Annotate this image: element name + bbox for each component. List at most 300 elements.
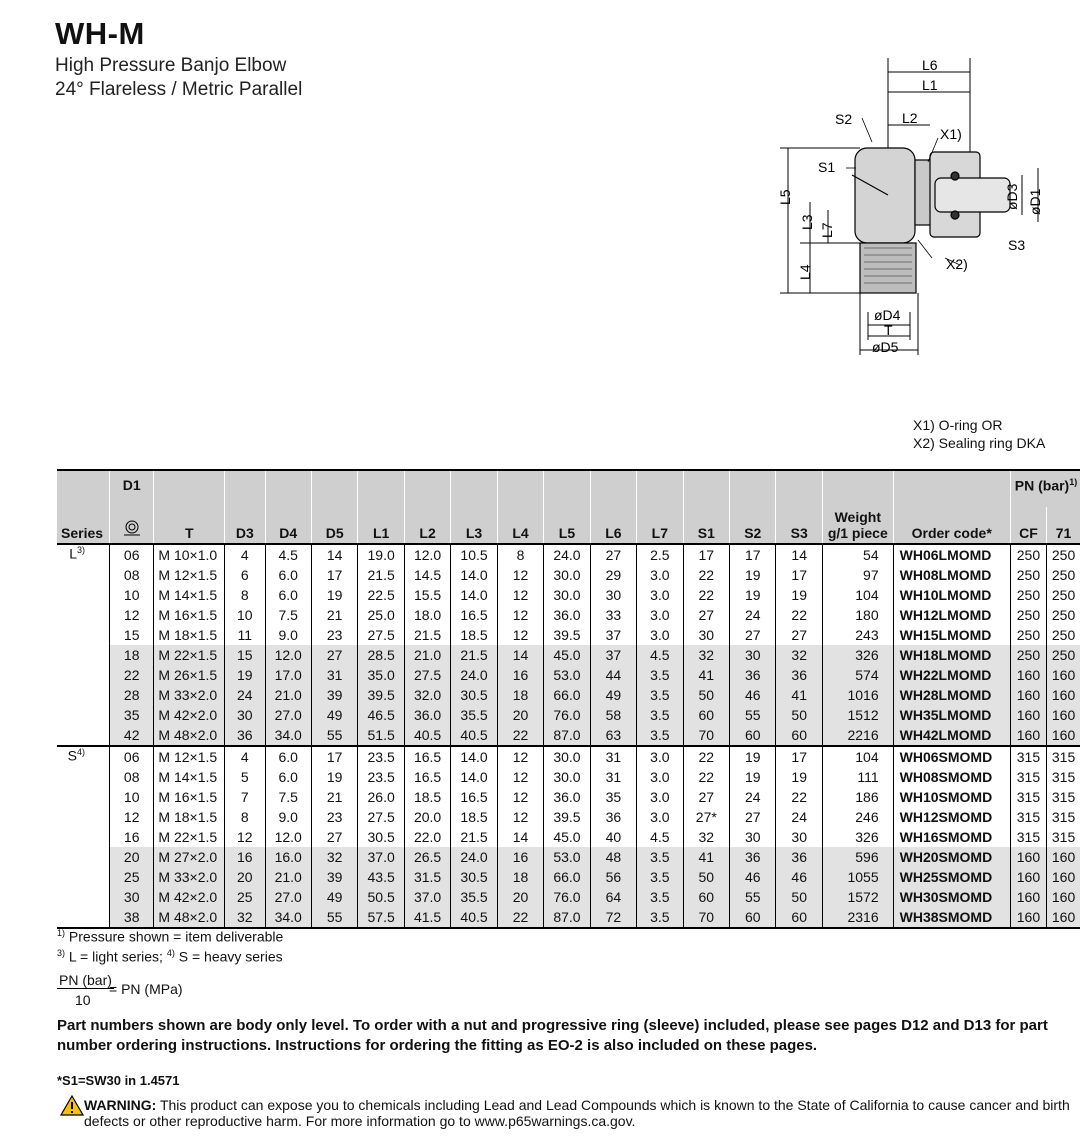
table-cell: WH28LMOMD xyxy=(893,685,1010,705)
table-cell: WH06SMOMD xyxy=(893,746,1010,767)
table-cell: M 42×2.0 xyxy=(154,705,225,725)
table-cell: 20 xyxy=(110,847,154,867)
table-cell: 27.0 xyxy=(265,705,311,725)
table-cell: 160 xyxy=(1010,705,1046,725)
table-cell: 21.5 xyxy=(404,625,450,645)
table-cell: 32 xyxy=(683,827,729,847)
note-X1-label: X1) xyxy=(940,126,962,142)
table-row xyxy=(57,827,1080,847)
table-cell: 574 xyxy=(822,665,893,685)
table-cell: 315 xyxy=(1010,807,1046,827)
table-cell: 14.0 xyxy=(451,565,497,585)
table-cell: 22 xyxy=(110,665,154,685)
table-cell: 27* xyxy=(683,807,729,827)
table-cell: 31 xyxy=(590,746,636,767)
table-cell: WH08SMOMD xyxy=(893,767,1010,787)
table-cell: 27.0 xyxy=(265,887,311,907)
table-cell: 4 xyxy=(225,544,265,565)
table-cell: WH10LMOMD xyxy=(893,585,1010,605)
table-cell: 27 xyxy=(730,807,776,827)
table-cell: 36 xyxy=(225,725,265,746)
table-cell: 160 xyxy=(1010,685,1046,705)
header-order-code: Order code* xyxy=(893,507,1010,544)
table-row xyxy=(57,685,1080,705)
table-cell: 3.5 xyxy=(637,725,683,746)
series-cell xyxy=(57,705,110,725)
table-cell: 76.0 xyxy=(544,705,590,725)
table-cell: 14 xyxy=(311,544,357,565)
table-cell: 30 xyxy=(776,827,822,847)
table-body xyxy=(57,544,1080,928)
header-blank xyxy=(57,470,110,507)
series-cell xyxy=(57,847,110,867)
table-cell: 17 xyxy=(776,746,822,767)
table-cell: 10 xyxy=(225,605,265,625)
table-cell: WH10SMOMD xyxy=(893,787,1010,807)
header-d3: D3 xyxy=(225,507,265,544)
table-cell: WH30SMOMD xyxy=(893,887,1010,907)
table-cell: M 26×1.5 xyxy=(154,665,225,685)
table-cell: 70 xyxy=(683,725,729,746)
table-cell: 49 xyxy=(590,685,636,705)
table-cell: M 42×2.0 xyxy=(154,887,225,907)
table-cell: 14.0 xyxy=(451,746,497,767)
table-row xyxy=(57,705,1080,725)
note-X2-label: X2) xyxy=(946,256,968,272)
table-cell: 64 xyxy=(590,887,636,907)
table-cell: 12 xyxy=(110,807,154,827)
table-cell: 22 xyxy=(683,767,729,787)
table-cell: 8 xyxy=(497,544,543,565)
table-cell: 18.5 xyxy=(451,625,497,645)
warning-icon xyxy=(60,1095,84,1116)
table-cell: 06 xyxy=(110,746,154,767)
table-cell: 250 xyxy=(1047,645,1080,665)
table-cell: 24.0 xyxy=(451,665,497,685)
table-cell: 2216 xyxy=(822,725,893,746)
table-cell: 30.5 xyxy=(451,867,497,887)
table-cell: 46.5 xyxy=(358,705,404,725)
table-cell: 19 xyxy=(311,767,357,787)
table-cell: 55 xyxy=(311,907,357,928)
header-d1-symbol xyxy=(110,507,154,544)
table-cell: 19 xyxy=(225,665,265,685)
table-cell: 19 xyxy=(730,585,776,605)
table-cell: 50 xyxy=(776,887,822,907)
table-cell: 24.0 xyxy=(544,544,590,565)
table-cell: 21.0 xyxy=(265,867,311,887)
table-cell: 36 xyxy=(776,665,822,685)
table-cell: 30.5 xyxy=(451,685,497,705)
table-cell: 3.5 xyxy=(637,867,683,887)
table-cell: 27 xyxy=(730,625,776,645)
table-cell: 35 xyxy=(590,787,636,807)
table-cell: 27 xyxy=(776,625,822,645)
table-cell: 315 xyxy=(1010,827,1046,847)
table-cell: 6.0 xyxy=(265,565,311,585)
table-cell: 34.0 xyxy=(265,907,311,928)
table-cell: 1572 xyxy=(822,887,893,907)
table-cell: 12 xyxy=(497,767,543,787)
dim-L3-label: L3 xyxy=(799,214,815,230)
table-cell: 315 xyxy=(1047,807,1080,827)
footnote-3-4: $^{3)}$ L = light series; $^{4)}$ S = heavy series xyxy=(57,948,283,965)
table-cell: 36 xyxy=(730,847,776,867)
table-cell: 160 xyxy=(1047,867,1080,887)
table-cell: 46 xyxy=(730,685,776,705)
table-cell: 18 xyxy=(110,645,154,665)
table-cell: 10 xyxy=(110,787,154,807)
table-cell: 33 xyxy=(590,605,636,625)
table-cell: 22.5 xyxy=(358,585,404,605)
table-cell: 14.0 xyxy=(451,767,497,787)
table-cell: 27 xyxy=(311,827,357,847)
table-cell: 250 xyxy=(1010,645,1046,665)
table-cell: 160 xyxy=(1047,907,1080,928)
header-l6: L6 xyxy=(590,507,636,544)
table-cell: 54 xyxy=(822,544,893,565)
table-row xyxy=(57,544,1080,565)
table-cell: 10 xyxy=(110,585,154,605)
series-cell xyxy=(57,565,110,585)
table-cell: 87.0 xyxy=(544,907,590,928)
table-cell: M 48×2.0 xyxy=(154,725,225,746)
table-cell: 25 xyxy=(110,867,154,887)
table-cell: 250 xyxy=(1047,544,1080,565)
table-cell: M 16×1.5 xyxy=(154,787,225,807)
table-cell: 16 xyxy=(497,665,543,685)
table-cell: 19 xyxy=(730,746,776,767)
table-cell: WH42LMOMD xyxy=(893,725,1010,746)
table-cell: 55 xyxy=(311,725,357,746)
header-l3: L3 xyxy=(451,507,497,544)
header-l2: L2 xyxy=(404,507,450,544)
table-cell: WH06LMOMD xyxy=(893,544,1010,565)
header-s3: S3 xyxy=(776,507,822,544)
table-cell: 08 xyxy=(110,767,154,787)
table-cell: 19 xyxy=(730,565,776,585)
table-cell: 160 xyxy=(1010,887,1046,907)
table-row xyxy=(57,887,1080,907)
table-cell: 31 xyxy=(311,665,357,685)
table-cell: 50 xyxy=(776,705,822,725)
table-cell: 16 xyxy=(110,827,154,847)
dim-S2-label: S2 xyxy=(835,111,853,127)
header-l4: L4 xyxy=(497,507,543,544)
table-row xyxy=(57,725,1080,746)
table-cell: 12.0 xyxy=(404,544,450,565)
table-cell: 10.5 xyxy=(451,544,497,565)
header-cf: CF xyxy=(1010,507,1046,544)
table-cell: 55 xyxy=(730,705,776,725)
series-cell xyxy=(57,725,110,746)
table-cell: 3.5 xyxy=(637,705,683,725)
table-cell: 21 xyxy=(311,605,357,625)
table-cell: M 18×1.5 xyxy=(154,807,225,827)
table-cell: 24.0 xyxy=(451,847,497,867)
table-cell: WH08LMOMD xyxy=(893,565,1010,585)
table-cell: 36.0 xyxy=(544,605,590,625)
table-cell: 37 xyxy=(590,645,636,665)
table-cell: 30.0 xyxy=(544,767,590,787)
series-cell xyxy=(57,605,110,625)
table-cell: 315 xyxy=(1047,746,1080,767)
table-cell: 3.5 xyxy=(637,907,683,928)
table-cell: 97 xyxy=(822,565,893,585)
table-row xyxy=(57,585,1080,605)
table-cell: 160 xyxy=(1047,685,1080,705)
table-cell: 22 xyxy=(776,605,822,625)
table-cell: 32 xyxy=(683,645,729,665)
table-cell: 3.0 xyxy=(637,787,683,807)
table-cell: 12.0 xyxy=(265,827,311,847)
table-cell: 70 xyxy=(683,907,729,928)
table-cell: 5 xyxy=(225,767,265,787)
pressure-conversion xyxy=(57,972,183,1008)
subtitle-line-2: 24° Flareless / Metric Parallel xyxy=(55,79,303,100)
table-cell: 41 xyxy=(683,847,729,867)
table-cell: 160 xyxy=(1047,705,1080,725)
table-cell: 315 xyxy=(1047,827,1080,847)
subtitle-line-1: High Pressure Banjo Elbow xyxy=(55,55,287,76)
header-series: Series xyxy=(57,507,110,544)
table-cell: M 22×1.5 xyxy=(154,827,225,847)
table-cell: WH12SMOMD xyxy=(893,807,1010,827)
table-cell: 27 xyxy=(590,544,636,565)
table-cell: 16.5 xyxy=(404,746,450,767)
table-cell: 27.5 xyxy=(404,665,450,685)
table-cell: 32.0 xyxy=(404,685,450,705)
table-cell: 12 xyxy=(497,625,543,645)
table-cell: M 22×1.5 xyxy=(154,645,225,665)
header-71: 71 xyxy=(1047,507,1080,544)
table-cell: 31.5 xyxy=(404,867,450,887)
table-cell: 315 xyxy=(1047,767,1080,787)
table-cell: 35.5 xyxy=(451,705,497,725)
table-cell: 19 xyxy=(776,767,822,787)
table-cell: 3.5 xyxy=(637,847,683,867)
table-cell: 32 xyxy=(225,907,265,928)
table-cell: 7.5 xyxy=(265,605,311,625)
table-cell: WH35LMOMD xyxy=(893,705,1010,725)
table-cell: M 33×2.0 xyxy=(154,685,225,705)
table-cell: WH20SMOMD xyxy=(893,847,1010,867)
table-cell: 12 xyxy=(225,827,265,847)
table-cell: 17 xyxy=(311,746,357,767)
header-d5: D5 xyxy=(311,507,357,544)
table-cell: 30 xyxy=(110,887,154,907)
table-cell: 14 xyxy=(776,544,822,565)
table-cell: 15 xyxy=(110,625,154,645)
table-cell: 27 xyxy=(683,605,729,625)
table-cell: 15.5 xyxy=(404,585,450,605)
table-cell: 20.0 xyxy=(404,807,450,827)
series-cell xyxy=(57,665,110,685)
table-cell: 53.0 xyxy=(544,665,590,685)
table-cell: 160 xyxy=(1047,847,1080,867)
table-cell: 3.5 xyxy=(637,665,683,685)
table-cell: 45.0 xyxy=(544,645,590,665)
series-cell xyxy=(57,767,110,787)
table-row xyxy=(57,746,1080,767)
table-cell: 30.0 xyxy=(544,746,590,767)
table-cell: 19 xyxy=(730,767,776,787)
table-cell: 250 xyxy=(1010,565,1046,585)
table-cell: 12.0 xyxy=(265,645,311,665)
table-cell: 50 xyxy=(683,685,729,705)
table-row xyxy=(57,807,1080,827)
table-cell: 21.5 xyxy=(358,565,404,585)
table-cell: 4.5 xyxy=(637,827,683,847)
table-cell: 72 xyxy=(590,907,636,928)
table-row xyxy=(57,847,1080,867)
table-cell: 18 xyxy=(497,867,543,887)
table-cell: 46 xyxy=(730,867,776,887)
table-cell: 6 xyxy=(225,565,265,585)
dim-D3-label: øD3 xyxy=(1004,183,1020,210)
table-cell: 9.0 xyxy=(265,625,311,645)
table-cell: 6.0 xyxy=(265,767,311,787)
table-cell: 14.0 xyxy=(451,585,497,605)
table-cell: 17.0 xyxy=(265,665,311,685)
table-cell: 14 xyxy=(497,827,543,847)
series-cell: $S^{4)}$ xyxy=(57,746,110,767)
table-cell: 35.5 xyxy=(451,887,497,907)
table-cell: 30 xyxy=(730,827,776,847)
table-cell: 28 xyxy=(110,685,154,705)
table-row xyxy=(57,867,1080,887)
table-cell: 243 xyxy=(822,625,893,645)
table-cell: 60 xyxy=(730,725,776,746)
table-row xyxy=(57,645,1080,665)
table-cell: 3.5 xyxy=(637,685,683,705)
table-cell: 66.0 xyxy=(544,685,590,705)
table-cell: 18.0 xyxy=(404,605,450,625)
table-cell: 36 xyxy=(730,665,776,685)
table-cell: 06 xyxy=(110,544,154,565)
table-cell: 38 xyxy=(110,907,154,928)
table-cell: 60 xyxy=(776,907,822,928)
table-cell: M 27×2.0 xyxy=(154,847,225,867)
table-cell: 50.5 xyxy=(358,887,404,907)
table-cell: 27.5 xyxy=(358,625,404,645)
table-cell: 41 xyxy=(776,685,822,705)
table-cell: 3.5 xyxy=(637,887,683,907)
table-cell: 12 xyxy=(497,565,543,585)
header-t: T xyxy=(154,507,225,544)
table-cell: 15 xyxy=(225,645,265,665)
table-cell: 315 xyxy=(1010,787,1046,807)
table-cell: 6.0 xyxy=(265,585,311,605)
note-x2: X2) Sealing ring DKA xyxy=(913,435,1046,451)
dim-D1-label: øD1 xyxy=(1027,188,1043,215)
dim-L4-label: L4 xyxy=(797,264,813,280)
table-cell: 40 xyxy=(590,827,636,847)
table-cell: 39.5 xyxy=(544,807,590,827)
table-cell: 22 xyxy=(683,565,729,585)
header-pn: PN (bar)$^{1)}$ xyxy=(1010,470,1080,507)
series-cell xyxy=(57,887,110,907)
table-cell: M 10×1.0 xyxy=(154,544,225,565)
table-cell: M 14×1.5 xyxy=(154,585,225,605)
table-cell: 42 xyxy=(110,725,154,746)
table-cell: 26.5 xyxy=(404,847,450,867)
series-cell xyxy=(57,827,110,847)
table-cell: 250 xyxy=(1047,605,1080,625)
table-cell: 41.5 xyxy=(404,907,450,928)
table-row xyxy=(57,625,1080,645)
table-cell: 22 xyxy=(776,787,822,807)
page-subtitle xyxy=(55,54,302,102)
table-cell: 315 xyxy=(1010,767,1046,787)
dim-L6-label: L6 xyxy=(922,57,938,73)
table-row xyxy=(57,665,1080,685)
table-header-row-1 xyxy=(57,470,1080,507)
table-cell: 24 xyxy=(225,685,265,705)
table-cell: 3.0 xyxy=(637,807,683,827)
fraction-denominator: 10 xyxy=(75,992,91,1008)
table-cell: 4.5 xyxy=(265,544,311,565)
dim-T-label: T xyxy=(884,322,893,338)
footnote-1: $^{1)}$ Pressure shown = item deliverable xyxy=(57,928,284,945)
table-cell: 160 xyxy=(1010,847,1046,867)
table-cell: 24 xyxy=(776,807,822,827)
table-cell: 20 xyxy=(225,867,265,887)
table-cell: WH16SMOMD xyxy=(893,827,1010,847)
table-cell: 250 xyxy=(1010,585,1046,605)
table-cell: 21.0 xyxy=(265,685,311,705)
table-cell: 186 xyxy=(822,787,893,807)
dim-D5-label: øD5 xyxy=(872,339,899,355)
table-cell: 12 xyxy=(497,605,543,625)
table-cell: 39 xyxy=(311,867,357,887)
table-cell: 30.0 xyxy=(544,585,590,605)
series-cell xyxy=(57,787,110,807)
table-cell: 55 xyxy=(730,887,776,907)
table-cell: 250 xyxy=(1010,605,1046,625)
table-cell: M 48×2.0 xyxy=(154,907,225,928)
table-cell: 19.0 xyxy=(358,544,404,565)
table-cell: 49 xyxy=(311,705,357,725)
table-cell: WH22LMOMD xyxy=(893,665,1010,685)
note-x1: X1) O-ring OR xyxy=(913,417,1003,433)
table-cell: WH18LMOMD xyxy=(893,645,1010,665)
table-cell: 37.0 xyxy=(358,847,404,867)
table-cell: 12 xyxy=(497,787,543,807)
table-cell: 66.0 xyxy=(544,867,590,887)
table-cell: WH15LMOMD xyxy=(893,625,1010,645)
table-cell: 6.0 xyxy=(265,746,311,767)
table-cell: 27 xyxy=(311,645,357,665)
table-cell: 104 xyxy=(822,746,893,767)
table-cell: 20 xyxy=(497,887,543,907)
table-cell: 37 xyxy=(590,625,636,645)
table-cell: 2316 xyxy=(822,907,893,928)
table-cell: 25.0 xyxy=(358,605,404,625)
table-cell: 160 xyxy=(1047,725,1080,746)
header-l1: L1 xyxy=(358,507,404,544)
table-cell: M 16×1.5 xyxy=(154,605,225,625)
header-s1: S1 xyxy=(683,507,729,544)
table-cell: 250 xyxy=(1047,585,1080,605)
table-cell: 3.0 xyxy=(637,565,683,585)
table-cell: 8 xyxy=(225,585,265,605)
table-cell: 17 xyxy=(776,565,822,585)
table-cell: 51.5 xyxy=(358,725,404,746)
drawing-notes xyxy=(913,416,1045,452)
table-cell: 63 xyxy=(590,725,636,746)
table-cell: 30 xyxy=(730,645,776,665)
